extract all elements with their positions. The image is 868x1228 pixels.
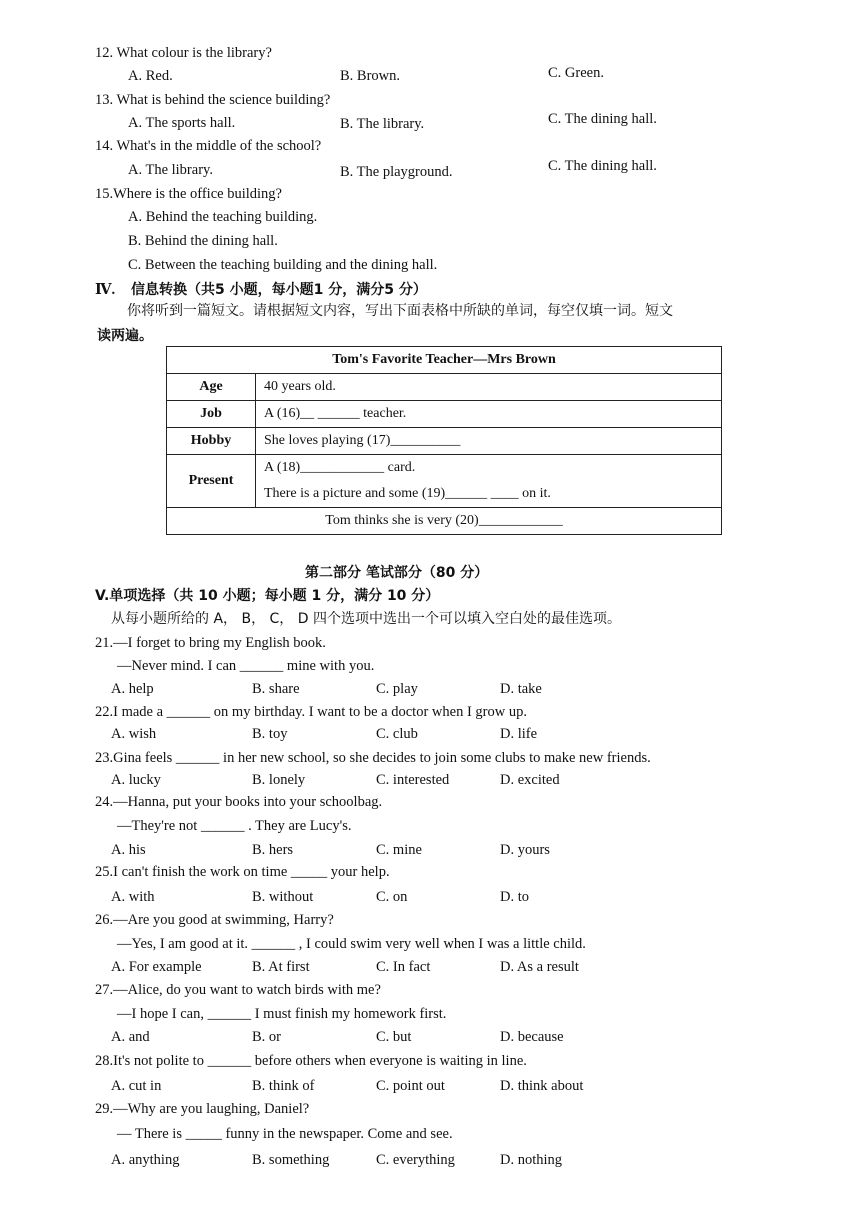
question-stem: 28.It's not polite to ______ before others when everyone is waiting in line. <box>95 1053 527 1069</box>
row-label: Present <box>167 455 256 508</box>
option-c: C. interested <box>376 772 450 788</box>
option-b: B. The library. <box>340 116 425 132</box>
section-number: Ⅳ. <box>95 282 116 298</box>
option-a: A. his <box>111 842 146 858</box>
question-stem: 21.—I forget to bring my English book. <box>95 635 326 651</box>
option-d: D. take <box>500 681 542 697</box>
option-c: C. but <box>376 1029 412 1045</box>
table-header: Tom's Favorite Teacher—Mrs Brown <box>167 347 722 374</box>
row-label: Hobby <box>167 428 256 455</box>
option-c: C. club <box>376 726 418 742</box>
row-value: A (16)__ ______ teacher. <box>256 401 722 428</box>
option-c: C. everything <box>376 1152 455 1168</box>
table-row <box>167 428 722 455</box>
option-c: C. play <box>376 681 418 697</box>
option-b: B. The playground. <box>340 164 453 180</box>
option-c: C. on <box>376 889 408 905</box>
option-c: C. mine <box>376 842 422 858</box>
option-a: A. lucky <box>111 772 161 788</box>
question-stem: 25.I can't finish the work on time _____ your help. <box>95 864 390 880</box>
row-label: Age <box>167 374 256 401</box>
option-d: D. because <box>500 1029 564 1045</box>
question-stem: 26.—Are you good at swimming, Harry? <box>95 912 334 928</box>
option-d: D. yours <box>500 842 550 858</box>
option-a: A. help <box>111 681 154 697</box>
table-row <box>167 401 722 428</box>
option-c: C. point out <box>376 1078 445 1094</box>
row-value: She loves playing (17)__________ <box>256 428 722 455</box>
option-a: A. Red. <box>128 68 173 84</box>
present-line-1: A (18)____________ card. <box>264 460 416 475</box>
option-c: C. In fact <box>376 959 431 975</box>
row-label: Job <box>167 401 256 428</box>
info-table <box>166 346 722 535</box>
option-b: B. share <box>252 681 300 697</box>
option-b: B. or <box>252 1029 281 1045</box>
option-d: D. to <box>500 889 529 905</box>
table-row <box>167 455 722 508</box>
section-5-title: V.单项选择（共 10 小题；每小题 1 分，满分 10 分） <box>95 588 440 604</box>
question-stem: 15.Where is the office building? <box>95 186 282 202</box>
table-footer: Tom thinks she is very (20)____________ <box>167 508 722 535</box>
option-d: D. As a result <box>500 959 579 975</box>
option-c: C. The dining hall. <box>548 111 657 127</box>
question-stem: 29.—Why are you laughing, Daniel? <box>95 1101 310 1117</box>
option-a: A. with <box>111 889 155 905</box>
option-a: A. wish <box>111 726 157 742</box>
section-title: 信息转换（共5 小题，每小题1 分，满分5 分） <box>131 282 427 298</box>
part-2-heading: 第二部分 笔试部分（80 分） <box>305 565 489 581</box>
option-b: B. At first <box>252 959 310 975</box>
question-stem: 13. What is behind the science building? <box>95 92 331 108</box>
option-d: D. excited <box>500 772 560 788</box>
section-instructions-cont: 读两遍。 <box>97 328 153 344</box>
question-stem: 12. What colour is the library? <box>95 45 272 61</box>
option-d: D. life <box>500 726 538 742</box>
option-b: B. Behind the dining hall. <box>128 233 278 249</box>
table-row <box>167 374 722 401</box>
section-5-instructions: 从每小题所给的 A， B， C， D 四个选项中选出一个可以填入空白处的最佳选项。 <box>111 611 621 627</box>
question-line: —They're not ______ . They are Lucy's. <box>117 818 352 834</box>
section-instructions: 你将听到一篇短文。请根据短文内容，写出下面表格中所缺的单词，每空仅填一词。短文 <box>127 303 673 319</box>
option-a: A. cut in <box>111 1078 162 1094</box>
option-b: B. without <box>252 889 314 905</box>
option-b: B. something <box>252 1152 330 1168</box>
option-c: C. Between the teaching building and the dining hall. <box>128 257 438 273</box>
option-a: A. and <box>111 1029 150 1045</box>
option-b: B. toy <box>252 726 288 742</box>
option-a: A. Behind the teaching building. <box>128 209 318 225</box>
option-c: C. Green. <box>548 65 604 81</box>
question-stem: 22.I made a ______ on my birthday. I want to be a doctor when I grow up. <box>95 704 527 720</box>
question-line: —Yes, I am good at it. ______ , I could swim very well when I was a little child. <box>117 936 586 952</box>
option-a: A. The sports hall. <box>128 115 236 131</box>
question-stem: 14. What's in the middle of the school? <box>95 138 322 154</box>
option-d: D. nothing <box>500 1152 563 1168</box>
row-value: 40 years old. <box>256 374 722 401</box>
option-a: A. For example <box>111 959 202 975</box>
question-line: —Never mind. I can ______ mine with you. <box>117 658 375 674</box>
option-b: B. Brown. <box>340 68 401 84</box>
option-b: B. lonely <box>252 772 306 788</box>
option-c: C. The dining hall. <box>548 158 657 174</box>
option-a: A. The library. <box>128 162 213 178</box>
option-b: B. hers <box>252 842 294 858</box>
question-line: — There is _____ funny in the newspaper. Come and see. <box>117 1126 453 1142</box>
option-d: D. think about <box>500 1078 584 1094</box>
present-line-2: There is a picture and some (19)______ ____ on it. <box>264 486 551 501</box>
question-line: —I hope I can, ______ I must finish my homework first. <box>117 1006 447 1022</box>
question-stem: 27.—Alice, do you want to watch birds with me? <box>95 982 381 998</box>
question-stem: 23.Gina feels ______ in her new school, so she decides to join some clubs to make new friends. <box>95 750 651 766</box>
question-stem: 24.—Hanna, put your books into your schoolbag. <box>95 794 383 810</box>
row-value <box>256 455 722 508</box>
option-a: A. anything <box>111 1152 180 1168</box>
option-b: B. think of <box>252 1078 315 1094</box>
